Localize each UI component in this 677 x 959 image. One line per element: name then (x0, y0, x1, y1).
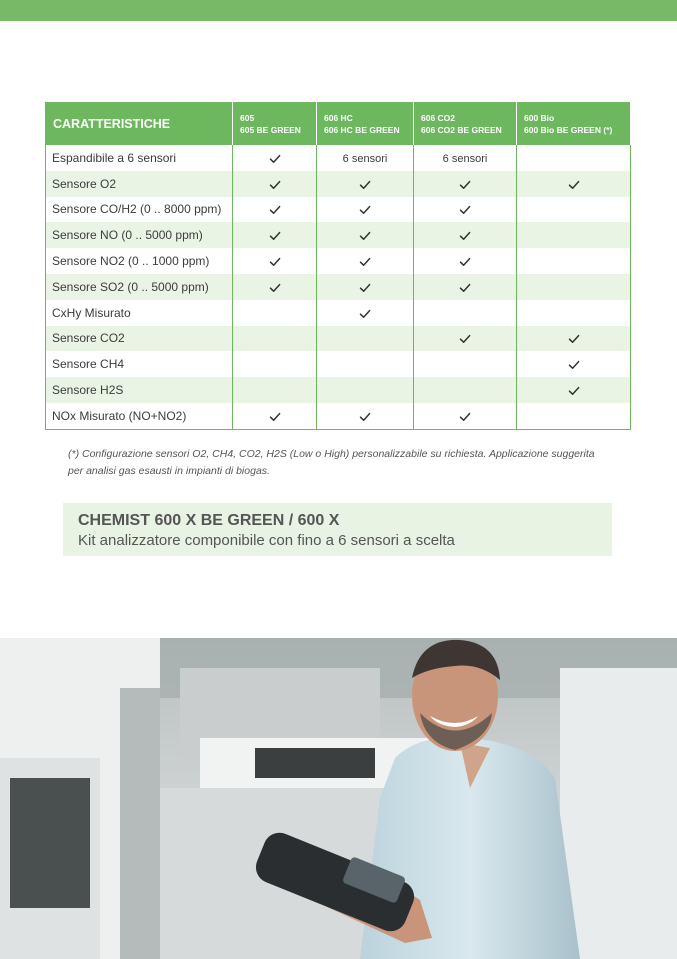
cell-606hc (317, 145, 414, 171)
kit-title: CHEMIST 600 X BE GREEN / 600 X (78, 512, 340, 529)
cell-605 (233, 300, 317, 326)
cell-606co2 (414, 351, 517, 377)
cell-text: 6 sensori (442, 152, 488, 165)
header-features: CARATTERISTICHE (46, 102, 233, 145)
row-label: Sensore NO (0 .. 5000 ppm) (46, 222, 233, 248)
header-600bio (517, 102, 631, 145)
cell-605 (233, 197, 317, 223)
check-icon (568, 180, 580, 190)
cell-605 (233, 377, 317, 403)
row-label: Espandibile a 6 sensori (46, 145, 233, 171)
check-icon (459, 334, 471, 344)
check-icon (459, 205, 471, 215)
check-icon (269, 283, 281, 293)
cell-606hc (317, 248, 414, 274)
cell-606co2 (414, 222, 517, 248)
cell-606hc (317, 222, 414, 248)
row-label: Sensore CO2 (46, 326, 233, 352)
table-row (46, 197, 631, 223)
photo-illustration (0, 638, 677, 959)
check-icon (269, 205, 281, 215)
table-row (46, 248, 631, 274)
row-label: Sensore CH4 (46, 351, 233, 377)
cell-606co2 (414, 171, 517, 197)
row-label: CxHy Misurato (46, 300, 233, 326)
cell-606hc (317, 171, 414, 197)
check-icon (459, 257, 471, 267)
header-606co2-model: 606 CO2 (421, 112, 456, 123)
check-icon (359, 180, 371, 190)
cell-600bio (517, 403, 631, 429)
row-label: Sensore CO/H2 (0 .. 8000 ppm) (46, 197, 233, 223)
row-label: Sensore H2S (46, 377, 233, 403)
cell-600bio (517, 171, 631, 197)
cell-605 (233, 222, 317, 248)
table-row (46, 403, 631, 429)
check-icon (568, 334, 580, 344)
check-icon (359, 412, 371, 422)
header-605 (233, 102, 317, 145)
header-606co2-variant: 606 CO2 BE GREEN (421, 124, 502, 135)
header-606hc-model: 606 HC (324, 112, 353, 123)
cell-600bio (517, 326, 631, 352)
table-row (46, 171, 631, 197)
check-icon (359, 309, 371, 319)
cell-605 (233, 145, 317, 171)
table-row (46, 326, 631, 352)
cell-606co2 (414, 403, 517, 429)
check-icon (459, 283, 471, 293)
cell-605 (233, 351, 317, 377)
cell-600bio (517, 274, 631, 300)
comparison-table (45, 102, 631, 430)
check-icon (269, 257, 281, 267)
cell-605 (233, 326, 317, 352)
cell-606co2 (414, 377, 517, 403)
header-606co2 (414, 102, 517, 145)
cell-606hc (317, 377, 414, 403)
table-header-row (46, 102, 631, 145)
header-605-variant: 605 BE GREEN (240, 124, 301, 135)
check-icon (359, 257, 371, 267)
cell-605 (233, 274, 317, 300)
top-accent-bar (0, 0, 677, 21)
cell-600bio (517, 145, 631, 171)
check-icon (359, 283, 371, 293)
row-label: Sensore O2 (46, 171, 233, 197)
cell-text: 6 sensori (342, 152, 388, 165)
check-icon (459, 231, 471, 241)
check-icon (359, 205, 371, 215)
header-605-model: 605 (240, 112, 255, 123)
table-row (46, 274, 631, 300)
table-row (46, 377, 631, 403)
cell-606co2 (414, 300, 517, 326)
cell-606co2 (414, 145, 517, 171)
cell-605 (233, 403, 317, 429)
check-icon (269, 180, 281, 190)
cell-606hc (317, 197, 414, 223)
header-606hc (317, 102, 414, 145)
kit-subtitle: Kit analizzatore componibile con fino a 6 sensori a scelta (78, 532, 455, 549)
cell-600bio (517, 377, 631, 403)
cell-600bio (517, 197, 631, 223)
check-icon (359, 231, 371, 241)
header-600bio-model: 600 Bio (524, 112, 555, 123)
check-icon (568, 360, 580, 370)
cell-606co2 (414, 326, 517, 352)
cell-606hc (317, 300, 414, 326)
row-label: NOx Misurato (NO+NO2) (46, 403, 233, 429)
table-row (46, 145, 631, 171)
check-icon (459, 412, 471, 422)
cell-606hc (317, 326, 414, 352)
cell-605 (233, 248, 317, 274)
cell-605 (233, 171, 317, 197)
row-label: Sensore NO2 (0 .. 1000 ppm) (46, 248, 233, 274)
header-606hc-variant: 606 HC BE GREEN (324, 124, 400, 135)
cell-606hc (317, 274, 414, 300)
header-600bio-variant: 600 Bio BE GREEN (*) (524, 124, 613, 135)
check-icon (269, 231, 281, 241)
kit-banner (63, 503, 612, 556)
cell-600bio (517, 248, 631, 274)
cell-600bio (517, 300, 631, 326)
cell-606co2 (414, 248, 517, 274)
table-row (46, 300, 631, 326)
cell-600bio (517, 351, 631, 377)
cell-606hc (317, 351, 414, 377)
table-row (46, 222, 631, 248)
check-icon (459, 180, 471, 190)
cell-606co2 (414, 197, 517, 223)
cell-600bio (517, 222, 631, 248)
table-row (46, 351, 631, 377)
row-label: Sensore SO2 (0 .. 5000 ppm) (46, 274, 233, 300)
cell-606hc (317, 403, 414, 429)
hero-photo (0, 638, 677, 959)
check-icon (269, 154, 281, 164)
check-icon (269, 412, 281, 422)
check-icon (568, 386, 580, 396)
cell-606co2 (414, 274, 517, 300)
footnote: (*) Configurazione sensori O2, CH4, CO2, H2S (Low o High) personalizzabile su richiesta. Applicazione suggerita per analisi gas esausti in impianti di biogas. (68, 448, 595, 477)
